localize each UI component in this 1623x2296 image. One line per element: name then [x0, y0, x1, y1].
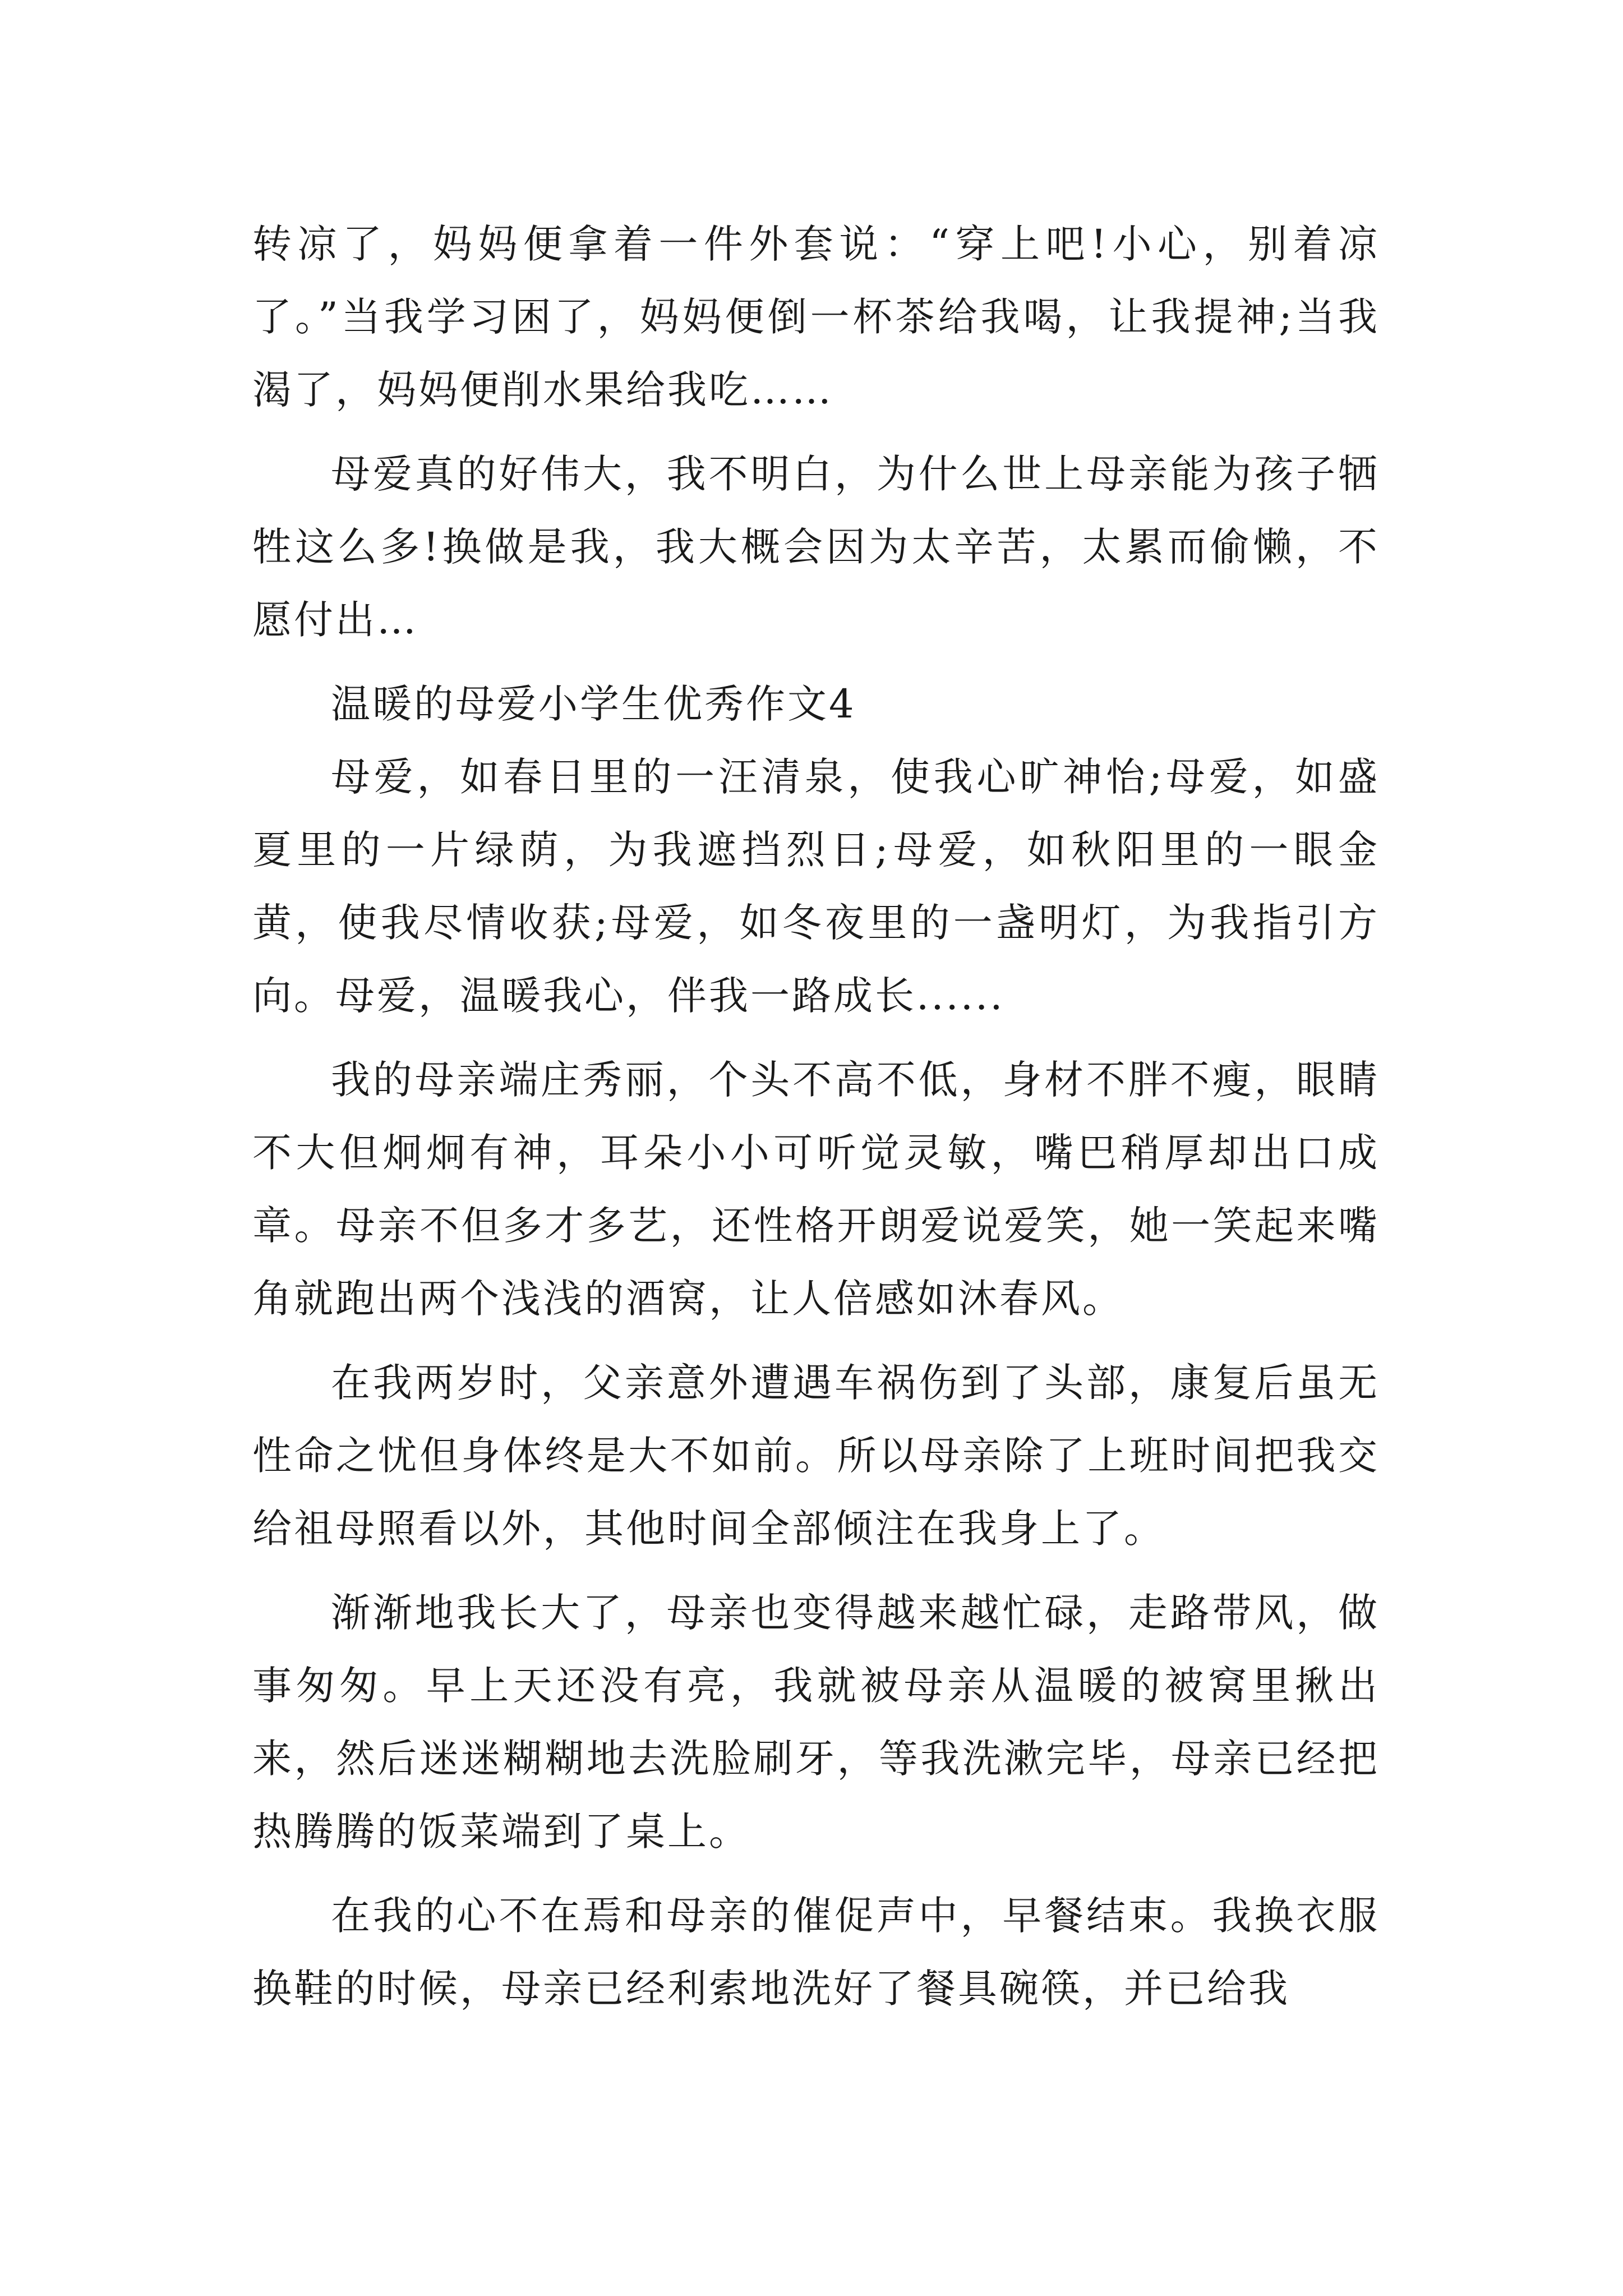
paragraph: 我的母亲端庄秀丽，个头不高不低，身材不胖不瘦，眼睛不大但炯炯有神，耳朵小小可听觉灵敏，嘴巴稍厚却出口成章。母亲不但多才多艺，还性格开朗爱说爱笑，她一笑起来嘴角就跑出两个浅浅的酒窝，让人倍感如沐春风。 [252, 1057, 1380, 1322]
essay-body [252, 208, 1380, 2025]
paragraph: 母爱真的好伟大，我不明白，为什么世上母亲能为孩子牺牲这么多!换做是我，我大概会因为太辛苦，太累而偷懒，不愿付出… [252, 451, 1380, 643]
paragraph: 在我两岁时，父亲意外遭遇车祸伤到了头部，康复后虽无性命之忧但身体终是大不如前。所以母亲除了上班时间把我交给祖母照看以外，其他时间全部倾注在我身上了。 [252, 1360, 1380, 1552]
paragraph: 渐渐地我长大了，母亲也变得越来越忙碌，走路带风，做事匆匆。早上天还没有亮，我就被母亲从温暖的被窝里揪出来，然后迷迷糊糊地去洗脸刷牙，等我洗漱完毕，母亲已经把热腾腾的饭菜端到了桌上。 [252, 1590, 1380, 1855]
essay-title: 温暖的母爱小学生优秀作文4 [331, 681, 856, 727]
paragraph: 母爱，如春日里的一汪清泉，使我心旷神怡;母爱，如盛夏里的一片绿荫，为我遮挡烈日;母爱，如秋阳里的一眼金黄，使我尽情收获;母爱，如冬夜里的一盏明灯，为我指引方向。母爱，温暖我心，伴我一路成长...... [252, 754, 1380, 1019]
paragraph-continued: 转凉了，妈妈便拿着一件外套说：“穿上吧!小心，别着凉了。”当我学习困了，妈妈便倒一杯茶给我喝，让我提神;当我渴了，妈妈便削水果给我吃…… [252, 221, 1380, 413]
paragraph: 在我的心不在焉和母亲的催促声中，早餐结束。我换衣服换鞋的时候，母亲已经利索地洗好了餐具碗筷，并已给我 [252, 1893, 1380, 2012]
